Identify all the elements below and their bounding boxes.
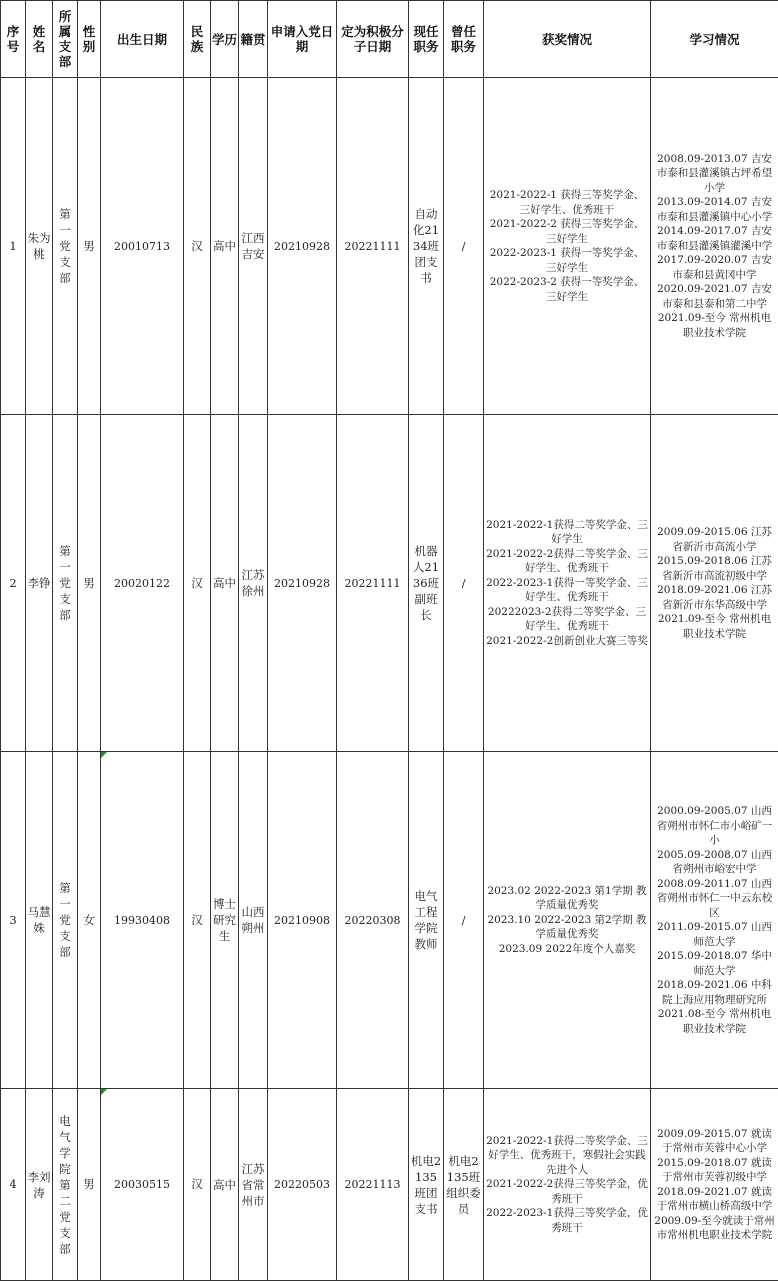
header-current-post: 现任职务 — [409, 1, 444, 78]
header-former-post: 曾任职务 — [444, 1, 484, 78]
award-line: 2021-2022-1 获得三等奖学金、三好学生、优秀班干 — [489, 189, 645, 216]
table-row — [1, 415, 778, 752]
award-line: 2023.09 2022年度个人嘉奖 — [498, 942, 636, 955]
study-line: 2005.09-2008.07 山西省朔州市峪宏中学 — [657, 848, 772, 875]
award-line: 2022-2023-1 获得一等奖学金、三好学生 — [489, 247, 645, 274]
cell-current-post: 机电2135班团支书 — [409, 1089, 444, 1281]
study-line: 2013.09-2014.07 吉安市泰和县灌溪镇中心小学 — [656, 196, 773, 223]
header-branch: 所属支部 — [53, 1, 78, 78]
cell-ethnicity: 汉 — [184, 1089, 211, 1281]
cell-apply-date: 20210908 — [268, 752, 337, 1089]
cell-birth: 19930408 — [101, 752, 184, 1089]
study-line: 2015.09-2018.07 华中师范大学 — [657, 950, 772, 977]
study-line: 2018.09-2021.06 中科院上海应用物理研究所 — [657, 979, 772, 1006]
study-line: 2011.09-2015.07 山西师范大学 — [657, 921, 772, 948]
cell-birth: 20010713 — [101, 78, 184, 415]
cell-origin: 山西朔州 — [239, 752, 268, 1089]
cell-ethnicity: 汉 — [184, 415, 211, 752]
cell-education: 高中 — [211, 1089, 239, 1281]
cell-gender: 男 — [78, 78, 101, 415]
award-line: 2022-2023-1获得一等奖学金、三好学生、优秀班干 — [486, 576, 648, 604]
study-line: 2009.09-2015.07 就读于常州市芙蓉中心小学 — [657, 1127, 772, 1154]
header-ethnicity: 民族 — [184, 1, 211, 78]
cell-awards — [484, 415, 651, 752]
award-line: 2021-2022-2获得三等奖学金，优秀班干 — [486, 1178, 648, 1205]
cell-name: 李刘涛 — [26, 1089, 53, 1281]
cell-current-post: 机器人2136班副班长 — [409, 415, 444, 752]
cell-name: 马慧姝 — [26, 752, 53, 1089]
table-row — [1, 78, 778, 415]
cell-ethnicity: 汉 — [184, 752, 211, 1089]
cell-study — [651, 78, 778, 415]
cell-branch: 第一党支部 — [53, 752, 78, 1089]
cell-birth: 20030515 — [101, 1089, 184, 1281]
cell-birth: 20020122 — [101, 415, 184, 752]
study-line: 2015.09-2018.07 就读于常州市芙蓉初级中学 — [657, 1156, 772, 1183]
cell-origin: 江苏省常州市 — [239, 1089, 268, 1281]
study-line: 2020.09-2021.07 吉安市泰和县泰和第二中学 — [657, 283, 772, 310]
cell-former-post: / — [444, 415, 484, 752]
cell-gender: 男 — [78, 415, 101, 752]
cell-seq: 3 — [1, 752, 26, 1089]
table-row — [1, 752, 778, 1089]
award-line: 2021-2022-1获得二等奖学金、三好学生、优秀班干，寒假社会实践先进个人 — [486, 1134, 648, 1176]
table-row — [1, 1089, 778, 1281]
header-seq: 序号 — [1, 1, 26, 78]
study-line: 2015.09-2018.06 江苏省新沂市高流初级中学 — [657, 555, 772, 582]
header-gender: 性别 — [78, 1, 101, 78]
study-line: 2008.09-2013.07 吉安市泰和县灌溪镇古坪希望小学 — [656, 152, 773, 194]
cell-name: 李铮 — [26, 415, 53, 752]
cell-activist-date: 20221113 — [337, 1089, 409, 1281]
cell-name: 朱为桃 — [26, 78, 53, 415]
cell-origin: 江苏徐州 — [239, 415, 268, 752]
cell-awards — [484, 78, 651, 415]
study-line: 2021.08-至今 常州机电职业技术学院 — [657, 1008, 772, 1035]
header-study: 学习情况 — [651, 1, 778, 78]
study-line: 2009.09-至今就读于常州市常州机电职业技术学院 — [654, 1214, 775, 1241]
header-origin: 籍贯 — [239, 1, 268, 78]
header-name: 姓名 — [26, 1, 53, 78]
study-line: 2009.09-2015.06 江苏省新沂市高流小学 — [657, 526, 772, 553]
cell-education: 高中 — [211, 78, 239, 415]
cell-current-post: 自动化2134班团支书 — [409, 78, 444, 415]
award-line: 2021-2022-2获得二等奖学金、三好学生、优秀班干 — [486, 547, 648, 575]
study-line: 2008.09-2011.07 山西省朔州市怀仁一中云东校区 — [656, 877, 773, 919]
cell-branch: 电气学院第二党支部 — [53, 1089, 78, 1281]
header-birth: 出生日期 — [101, 1, 184, 78]
award-line: 2022-2023-2 获得一等奖学金、三好学生 — [489, 276, 645, 303]
cell-origin: 江西吉安 — [239, 78, 268, 415]
study-line: 2014.09-2017.07 吉安市泰和县灌溪镇灌溪中学 — [656, 225, 773, 252]
cell-branch: 第一党支部 — [53, 78, 78, 415]
cell-study — [651, 415, 778, 752]
cell-apply-date: 20210928 — [268, 415, 337, 752]
cell-gender: 男 — [78, 1089, 101, 1281]
cell-current-post: 电气工程学院教师 — [409, 752, 444, 1089]
cell-seq: 4 — [1, 1089, 26, 1281]
award-line: 2022-2023-1获得三等奖学金，优秀班干 — [486, 1207, 648, 1234]
study-line: 2018.09-2021.06 江苏省新沂市东华高级中学 — [657, 584, 772, 611]
header-awards: 获奖情况 — [484, 1, 651, 78]
cell-seq: 2 — [1, 415, 26, 752]
cell-ethnicity: 汉 — [184, 78, 211, 415]
award-line: 2021-2022-2 获得三等奖学金、三好学生 — [489, 218, 645, 245]
award-line: 2021-2022-1获得二等奖学金、三好学生 — [486, 518, 648, 546]
award-line: 2021-2022-2创新创业大赛三等奖 — [486, 634, 648, 647]
study-line: 2021.09-至今 常州机电职业技术学院 — [657, 312, 772, 339]
cell-seq: 1 — [1, 78, 26, 415]
cell-activist-date: 20220308 — [337, 752, 409, 1089]
cell-former-post: 机电2135班组织委员 — [444, 1089, 484, 1281]
cell-former-post: / — [444, 752, 484, 1089]
cell-study — [651, 1089, 778, 1281]
cell-activist-date: 20221111 — [337, 415, 409, 752]
header-apply-date: 申请入党日期 — [268, 1, 337, 78]
cell-activist-date: 20221111 — [337, 78, 409, 415]
cell-awards — [484, 752, 651, 1089]
header-education: 学历 — [211, 1, 239, 78]
cell-education: 高中 — [211, 415, 239, 752]
cell-gender: 女 — [78, 752, 101, 1089]
study-line: 2021.09-至今 常州机电职业技术学院 — [657, 613, 772, 640]
cell-former-post: / — [444, 78, 484, 415]
cell-awards — [484, 1089, 651, 1281]
award-line: 20222023-2获得二等奖学金、三好学生、优秀班干 — [487, 605, 647, 633]
study-line: 2017.09-2020.07 吉安市泰和县黄冈中学 — [657, 254, 772, 281]
study-line: 2000.09-2005.07 山西省朔州市怀仁市小峪矿一小 — [656, 805, 773, 846]
study-line: 2018.09-2021.07 就读于常州市横山桥高级中学 — [656, 1185, 773, 1212]
cell-study — [651, 752, 778, 1089]
award-line: 2023.10 2022-2023 第2学期 教学质量优秀奖 — [487, 913, 647, 941]
cell-education: 博士研究生 — [211, 752, 239, 1089]
cell-branch: 第一党支部 — [53, 415, 78, 752]
header-row — [1, 1, 778, 78]
cell-apply-date: 20220503 — [268, 1089, 337, 1281]
header-activist-date: 定为积极分子日期 — [337, 1, 409, 78]
award-line: 2023.02 2022-2023 第1学期 教学质量优秀奖 — [487, 884, 647, 912]
cell-apply-date: 20210928 — [268, 78, 337, 415]
